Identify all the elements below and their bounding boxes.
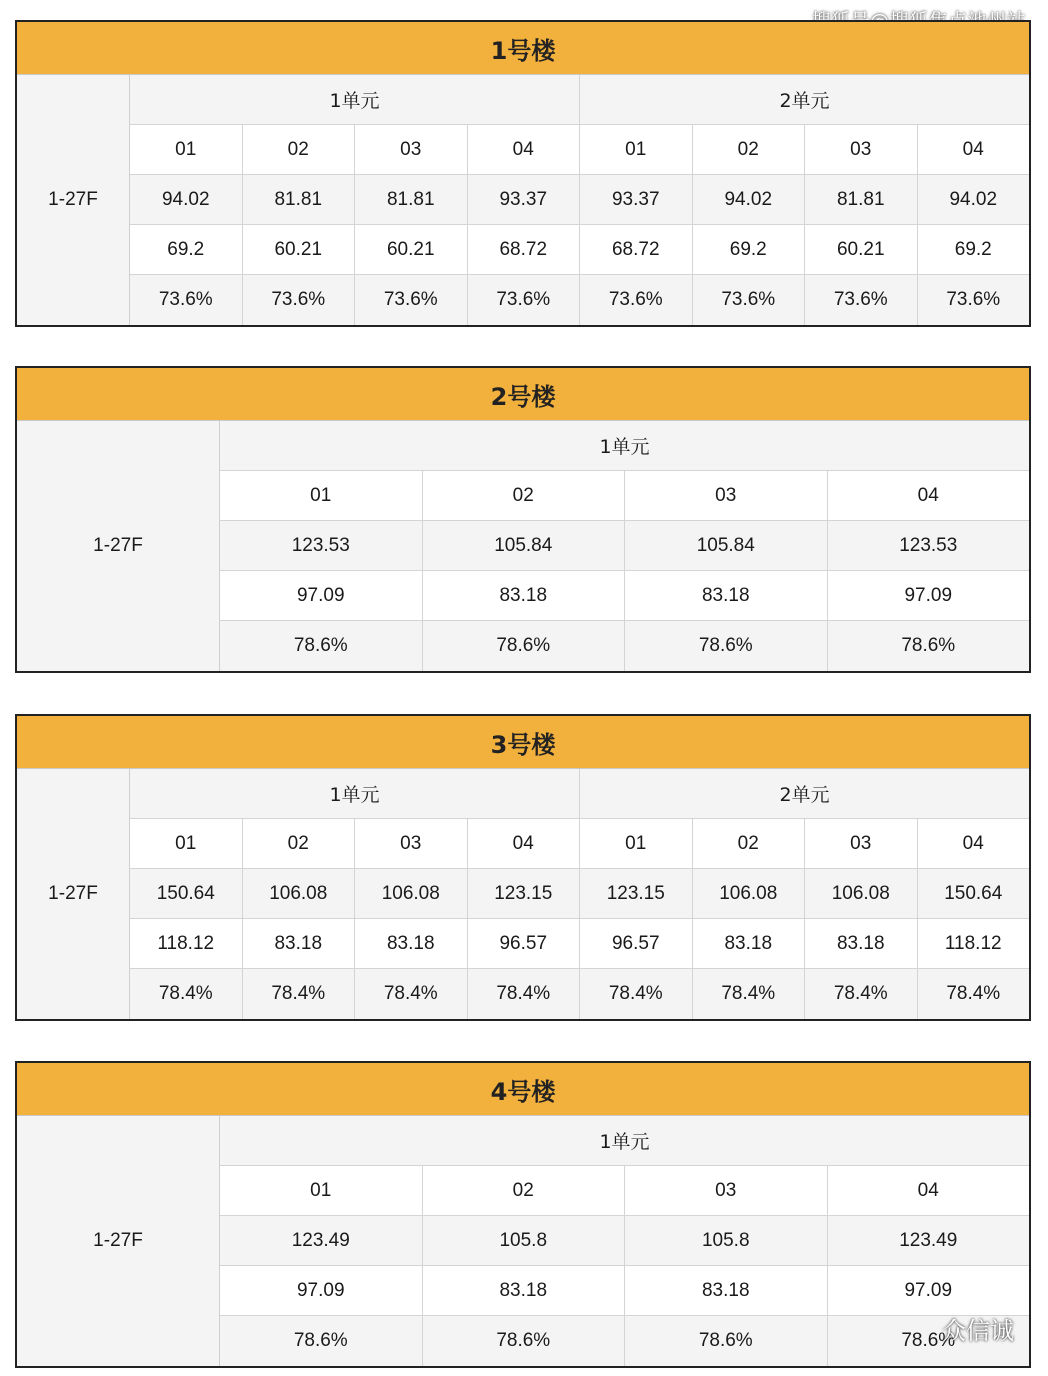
value-cell: 78.4%: [243, 969, 356, 1019]
value-cell: 69.2: [918, 225, 1030, 274]
room-number: 04: [468, 125, 581, 174]
ratio-row: [130, 275, 1029, 325]
value-cell: 78.4%: [580, 969, 693, 1019]
value-cell: 105.84: [423, 521, 626, 570]
building-title: 1号楼: [17, 22, 1029, 75]
value-cell: 73.6%: [918, 275, 1030, 325]
value-cell: 83.18: [423, 1266, 626, 1315]
unit-label: 2单元: [580, 769, 1029, 818]
value-cell: 123.15: [580, 869, 693, 918]
inner-area-row: [220, 1266, 1029, 1316]
unit-label: 2单元: [580, 75, 1029, 124]
value-cell: 105.8: [625, 1216, 828, 1265]
area-row: [130, 869, 1029, 919]
room-number: 03: [625, 471, 828, 520]
value-cell: 69.2: [693, 225, 806, 274]
building-title: 4号楼: [17, 1063, 1029, 1116]
value-cell: 123.49: [220, 1216, 423, 1265]
value-cell: 73.6%: [243, 275, 356, 325]
value-cell: 78.6%: [423, 1316, 626, 1366]
value-cell: 78.6%: [625, 1316, 828, 1366]
value-cell: 60.21: [355, 225, 468, 274]
value-cell: 60.21: [243, 225, 356, 274]
watermark-bottom: 众信诚: [942, 1317, 1014, 1345]
value-cell: 83.18: [625, 1266, 828, 1315]
value-cell: 78.4%: [130, 969, 243, 1019]
room-number-row: [220, 1166, 1029, 1216]
value-cell: 106.08: [355, 869, 468, 918]
room-number: 04: [918, 819, 1030, 868]
value-cell: 123.15: [468, 869, 581, 918]
unit-header-row: [130, 769, 1029, 819]
room-number: 04: [468, 819, 581, 868]
value-cell: 150.64: [130, 869, 243, 918]
value-cell: 73.6%: [355, 275, 468, 325]
floor-range: 1-27F: [17, 75, 130, 325]
room-number: 03: [355, 819, 468, 868]
value-cell: 118.12: [918, 919, 1030, 968]
value-cell: 97.09: [220, 571, 423, 620]
room-number: 02: [423, 471, 626, 520]
value-cell: 83.18: [355, 919, 468, 968]
unit-label: 1单元: [130, 769, 580, 818]
unit-label: 1单元: [220, 1116, 1029, 1165]
floor-range: 1-27F: [17, 421, 220, 671]
room-number: 03: [625, 1166, 828, 1215]
value-cell: 94.02: [918, 175, 1030, 224]
inner-area-row: [220, 571, 1029, 621]
value-cell: 118.12: [130, 919, 243, 968]
floor-range: 1-27F: [17, 1116, 220, 1366]
building-title: 3号楼: [17, 716, 1029, 769]
room-number: 01: [220, 1166, 423, 1215]
value-cell: 83.18: [423, 571, 626, 620]
unit-header-row: [130, 75, 1029, 125]
value-cell: 69.2: [130, 225, 243, 274]
floor-range: 1-27F: [17, 769, 130, 1019]
value-cell: 78.6%: [828, 621, 1030, 671]
value-cell: 73.6%: [693, 275, 806, 325]
value-cell: 83.18: [625, 571, 828, 620]
value-cell: 94.02: [693, 175, 806, 224]
room-number: 01: [130, 819, 243, 868]
room-number: 02: [423, 1166, 626, 1215]
value-cell: 68.72: [468, 225, 581, 274]
value-cell: 150.64: [918, 869, 1030, 918]
value-cell: 105.84: [625, 521, 828, 570]
value-cell: 68.72: [580, 225, 693, 274]
unit-header-row: [220, 1116, 1029, 1166]
room-number-row: [130, 125, 1029, 175]
value-cell: 78.6%: [625, 621, 828, 671]
value-cell: 73.6%: [805, 275, 918, 325]
room-number: 04: [828, 1166, 1030, 1215]
building-1-table: [15, 20, 1031, 327]
room-number: 01: [580, 125, 693, 174]
value-cell: 83.18: [805, 919, 918, 968]
value-cell: 96.57: [580, 919, 693, 968]
building-3-table: [15, 714, 1031, 1021]
building-title: 2号楼: [17, 368, 1029, 421]
unit-header-row: [220, 421, 1029, 471]
room-number: 03: [805, 125, 918, 174]
unit-label: 1单元: [130, 75, 580, 124]
ratio-row: [220, 1316, 1029, 1366]
area-row: [130, 175, 1029, 225]
room-number: 02: [693, 125, 806, 174]
value-cell: 78.4%: [918, 969, 1030, 1019]
room-number: 01: [220, 471, 423, 520]
value-cell: 105.8: [423, 1216, 626, 1265]
value-cell: 106.08: [693, 869, 806, 918]
room-number: 04: [918, 125, 1030, 174]
building-2-table: [15, 366, 1031, 673]
value-cell: 123.53: [220, 521, 423, 570]
value-cell: 73.6%: [468, 275, 581, 325]
value-cell: 123.53: [828, 521, 1030, 570]
unit-label: 1单元: [220, 421, 1029, 470]
value-cell: 83.18: [243, 919, 356, 968]
value-cell: 94.02: [130, 175, 243, 224]
area-row: [220, 1216, 1029, 1266]
room-number: 04: [828, 471, 1030, 520]
area-row: [220, 521, 1029, 571]
value-cell: 78.4%: [355, 969, 468, 1019]
value-cell: 97.09: [828, 1266, 1030, 1315]
room-number: 03: [355, 125, 468, 174]
value-cell: 106.08: [243, 869, 356, 918]
value-cell: 73.6%: [130, 275, 243, 325]
value-cell: 78.6%: [220, 1316, 423, 1366]
value-cell: 78.6%: [828, 1316, 1030, 1366]
value-cell: 81.81: [243, 175, 356, 224]
room-number-row: [130, 819, 1029, 869]
value-cell: 97.09: [828, 571, 1030, 620]
room-number: 02: [243, 125, 356, 174]
value-cell: 93.37: [580, 175, 693, 224]
ratio-row: [220, 621, 1029, 671]
value-cell: 96.57: [468, 919, 581, 968]
value-cell: 81.81: [805, 175, 918, 224]
room-number: 01: [580, 819, 693, 868]
ratio-row: [130, 969, 1029, 1019]
value-cell: 83.18: [693, 919, 806, 968]
value-cell: 78.4%: [693, 969, 806, 1019]
value-cell: 78.6%: [220, 621, 423, 671]
room-number: 02: [243, 819, 356, 868]
room-number: 02: [693, 819, 806, 868]
value-cell: 78.4%: [468, 969, 581, 1019]
value-cell: 97.09: [220, 1266, 423, 1315]
inner-area-row: [130, 919, 1029, 969]
room-number-row: [220, 471, 1029, 521]
building-4-table: [15, 1061, 1031, 1368]
value-cell: 73.6%: [580, 275, 693, 325]
room-number: 03: [805, 819, 918, 868]
room-number: 01: [130, 125, 243, 174]
value-cell: 81.81: [355, 175, 468, 224]
value-cell: 123.49: [828, 1216, 1030, 1265]
value-cell: 93.37: [468, 175, 581, 224]
inner-area-row: [130, 225, 1029, 275]
value-cell: 60.21: [805, 225, 918, 274]
value-cell: 78.6%: [423, 621, 626, 671]
value-cell: 78.4%: [805, 969, 918, 1019]
value-cell: 106.08: [805, 869, 918, 918]
